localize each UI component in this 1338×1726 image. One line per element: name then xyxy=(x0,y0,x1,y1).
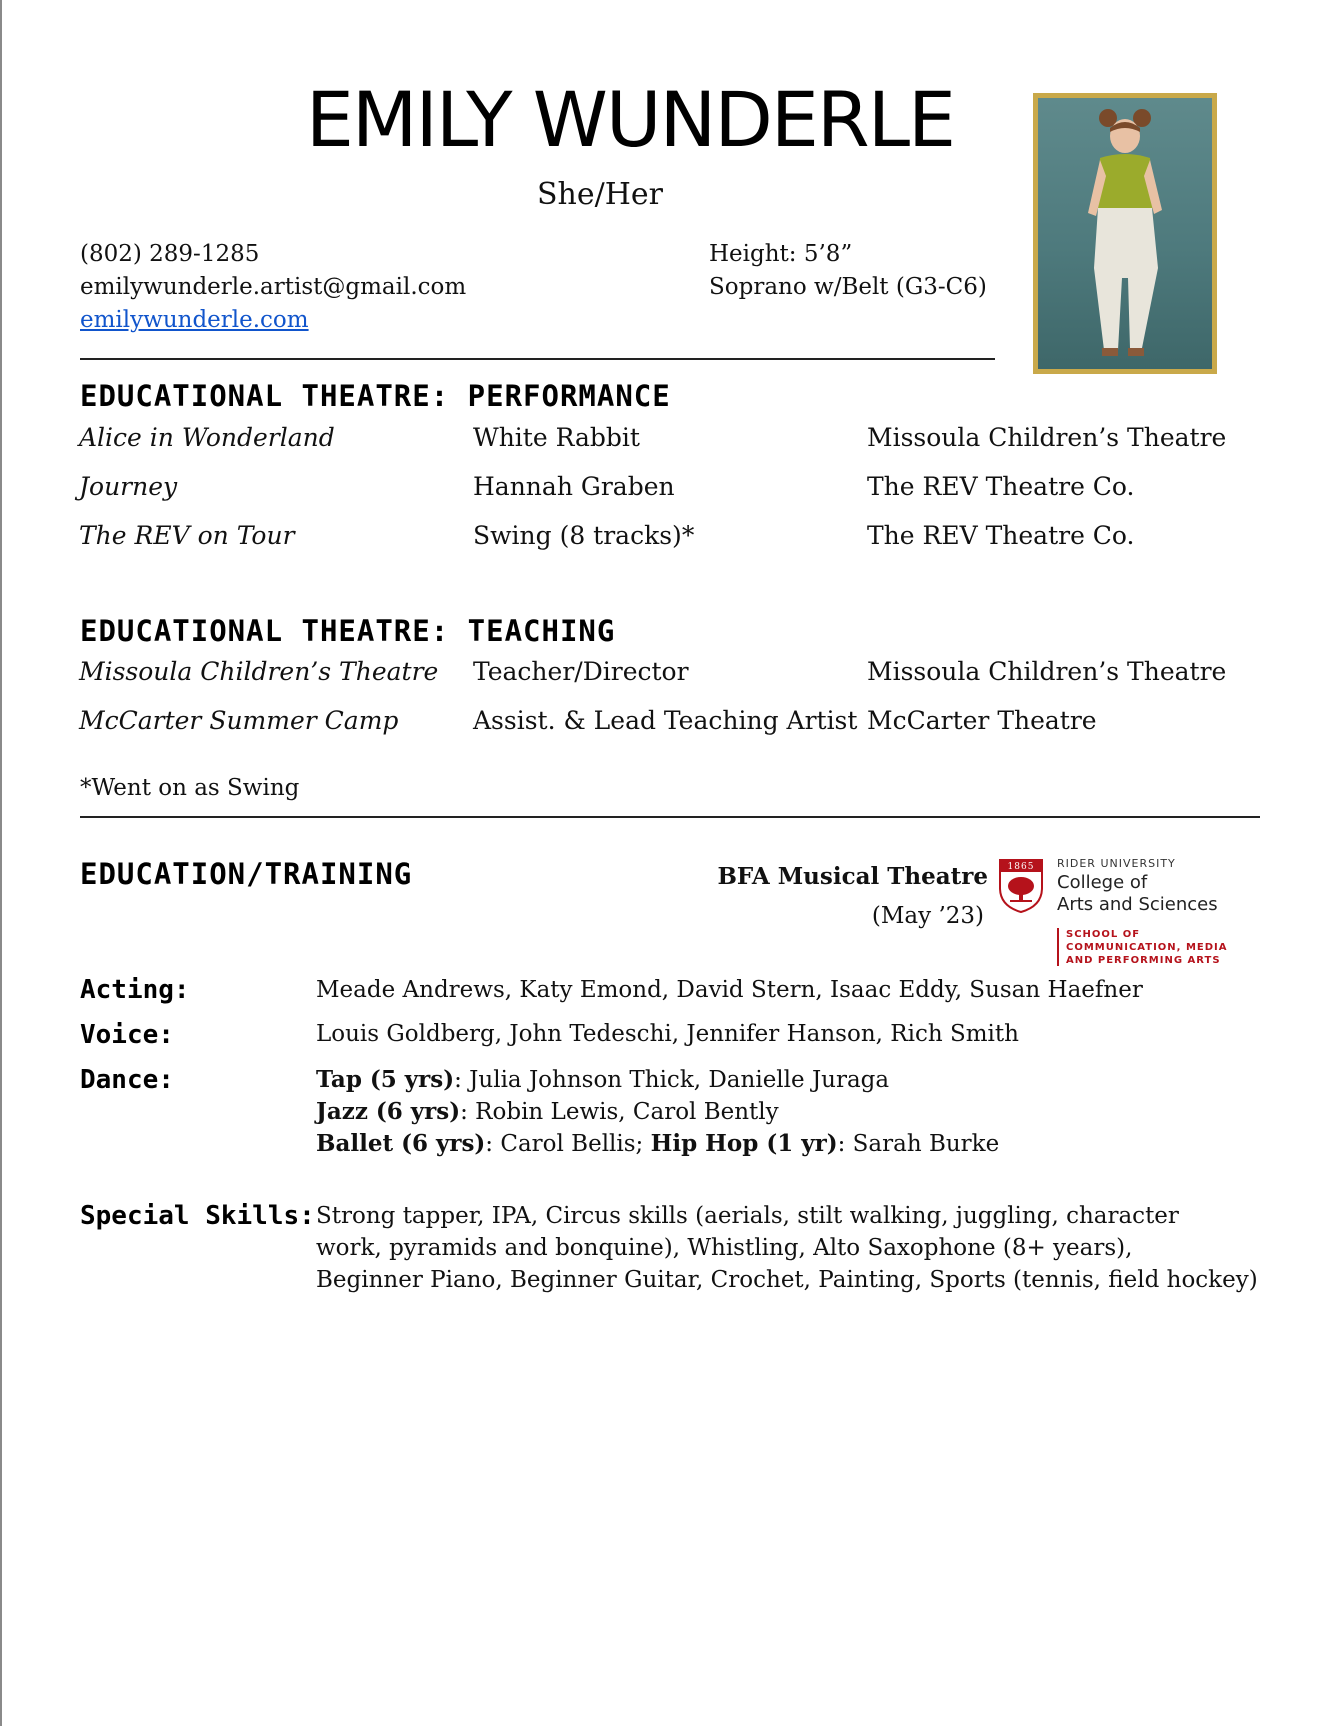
teaching-role: Assist. & Lead Teaching Artist xyxy=(473,706,858,735)
swing-footnote: *Went on as Swing xyxy=(80,775,300,801)
performance-role: Swing (8 tracks)* xyxy=(473,521,695,550)
hiphop-teachers: : Sarah Burke xyxy=(837,1131,1000,1157)
ballet-label: Ballet (6 yrs) xyxy=(316,1130,486,1157)
teaching-program: McCarter Summer Camp xyxy=(79,706,399,735)
page-edge xyxy=(0,0,2,1726)
performance-company: Missoula Children’s Theatre xyxy=(867,423,1227,452)
headshot-figure xyxy=(1038,98,1212,369)
teaching-role: Teacher/Director xyxy=(473,657,689,686)
logo-school-line2: COMMUNICATION, MEDIA xyxy=(1066,942,1228,953)
logo-college-line2: Arts and Sciences xyxy=(1057,894,1218,915)
teaching-program: Missoula Children’s Theatre xyxy=(79,657,439,686)
website-link[interactable]: emilywunderle.com xyxy=(80,307,309,333)
logo-year: 1865 xyxy=(1007,862,1035,872)
dance-jazz xyxy=(316,1096,999,1128)
headshot-photo xyxy=(1033,93,1217,374)
education-section-title: EDUCATION/TRAINING xyxy=(80,857,413,891)
degree-date: (May ’23) xyxy=(871,903,984,929)
section-divider xyxy=(80,816,1260,818)
pronouns: She/Her xyxy=(537,177,663,212)
voice-label: Voice: xyxy=(80,1020,174,1050)
rider-shield-icon xyxy=(998,858,1044,914)
logo-university: RIDER UNIVERSITY xyxy=(1057,857,1176,870)
logo-college xyxy=(1057,872,1218,916)
skills-line: Beginner Piano, Beginner Guitar, Crochet, Painting, Sports (tennis, field hockey) xyxy=(316,1267,1258,1293)
acting-label: Acting: xyxy=(80,975,190,1005)
header-divider xyxy=(80,358,995,360)
dance-label: Dance: xyxy=(80,1065,174,1095)
dance-teachers xyxy=(316,1064,999,1160)
special-skills-label: Special Skills: xyxy=(80,1201,315,1231)
jazz-teachers: : Robin Lewis, Carol Bently xyxy=(460,1099,779,1125)
voice-teachers: Louis Goldberg, John Tedeschi, Jennifer Hanson, Rich Smith xyxy=(316,1021,1019,1047)
logo-college-line1: College of xyxy=(1057,872,1148,893)
teaching-org: Missoula Children’s Theatre xyxy=(867,657,1227,686)
performance-show: The REV on Tour xyxy=(79,521,295,550)
jazz-label: Jazz (6 yrs) xyxy=(316,1098,461,1125)
email: emilywunderle.artist@gmail.com xyxy=(80,274,467,300)
performance-company: The REV Theatre Co. xyxy=(867,521,1135,550)
skills-line: Strong tapper, IPA, Circus skills (aerials, stilt walking, juggling, character xyxy=(316,1203,1179,1229)
teaching-org: McCarter Theatre xyxy=(867,706,1097,735)
dance-tap xyxy=(316,1064,999,1096)
skills-line: work, pyramids and bonquine), Whistling, Alto Saxophone (8+ years), xyxy=(316,1235,1133,1261)
resume-name: EMILY WUNDERLE xyxy=(305,75,955,164)
tap-label: Tap (5 yrs) xyxy=(316,1066,455,1093)
dance-ballet-hiphop xyxy=(316,1128,999,1160)
performance-show: Alice in Wonderland xyxy=(79,423,335,452)
ballet-teachers: : Carol Bellis; xyxy=(485,1131,651,1157)
logo-school xyxy=(1066,928,1228,967)
contact-block xyxy=(80,238,466,337)
degree: BFA Musical Theatre xyxy=(717,863,988,890)
teaching-section-title: EDUCATIONAL THEATRE: TEACHING xyxy=(80,614,616,648)
special-skills xyxy=(316,1200,1258,1296)
logo-divider xyxy=(1057,928,1059,966)
performance-company: The REV Theatre Co. xyxy=(867,472,1135,501)
phone: (802) 289-1285 xyxy=(80,241,260,267)
height: Height: 5’8” xyxy=(709,241,853,267)
acting-teachers: Meade Andrews, Katy Emond, David Stern, Isaac Eddy, Susan Haefner xyxy=(316,977,1143,1003)
stats-block xyxy=(709,238,987,304)
voice-type: Soprano w/Belt (G3-C6) xyxy=(709,274,987,300)
performance-role: White Rabbit xyxy=(473,423,640,452)
performance-role: Hannah Graben xyxy=(473,472,675,501)
performance-section-title: EDUCATIONAL THEATRE: PERFORMANCE xyxy=(80,379,671,413)
logo-school-line3: AND PERFORMING ARTS xyxy=(1066,955,1221,966)
logo-school-line1: SCHOOL OF xyxy=(1066,929,1141,940)
performance-show: Journey xyxy=(79,472,178,501)
hiphop-label: Hip Hop (1 yr) xyxy=(650,1130,838,1157)
tap-teachers: : Julia Johnson Thick, Danielle Juraga xyxy=(454,1067,890,1093)
